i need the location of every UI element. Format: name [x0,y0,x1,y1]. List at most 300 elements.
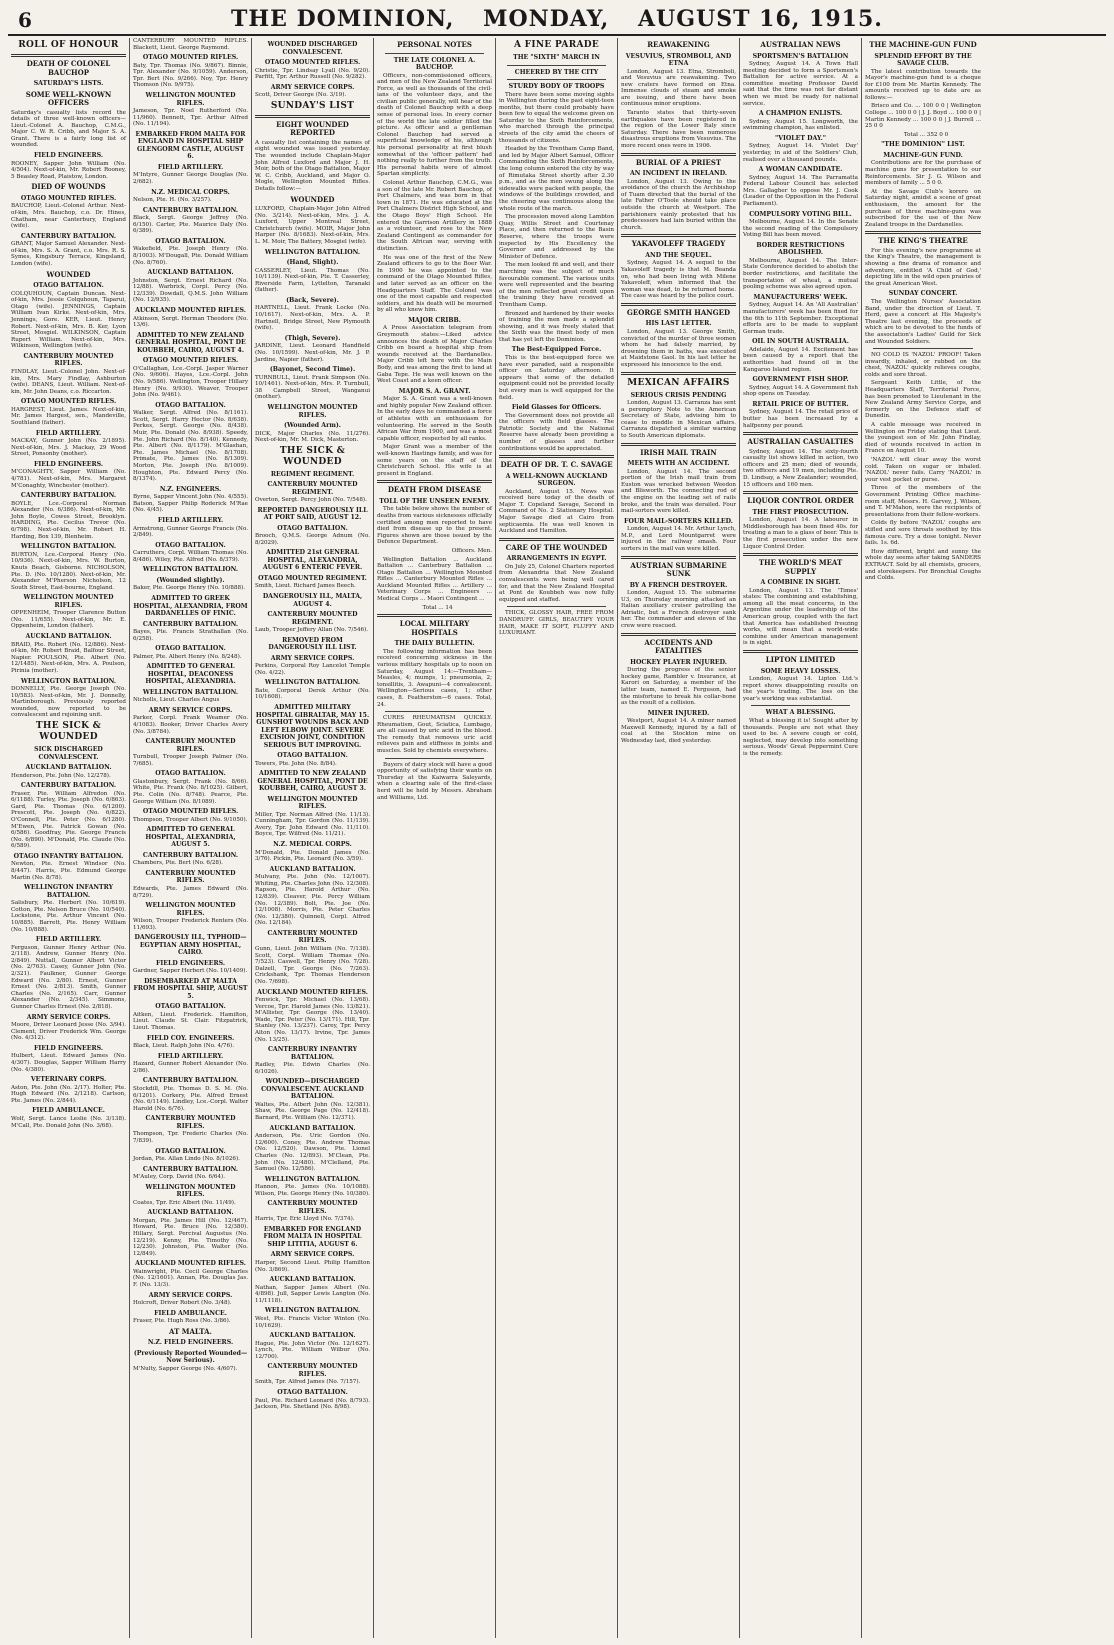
sub-headline: A CHAMPION ENLISTS. [758,110,843,118]
unit-heading: ARMY SERVICE CORPS. [148,706,233,714]
entry: Perkins, Corporal Roy Lancelot Temple (No. 4/22). [255,663,370,676]
paragraph: London, August 13. Carranza has sent a peremptory Note to the American Secretary of State, advising him to cease to meddle in Mexican affairs. Carranza dispatched a similar warning to South American diplomats. [621,400,736,439]
unit-heading: ADMITTED MILITARY HOSPITAL GIBRALTAR, MAY 15. GUNSHOT WOUNDS BACK AND LEFT ELBOW JOINT. SEVERE EXCISION JOINT, CONDITION SERIOUS BUT IMPROVING. [255,704,370,749]
entry: Hague, Pte. John Victor (No. 12/1627). Lynch, Pte. William Wilbur (No. 12/700). [255,1340,370,1360]
sub-headline: "VIOLET DAY." [775,134,826,142]
column-3 [252,38,374,1638]
entry: Radley, Pte. Edwin Charles (No. 6/1026). [255,1062,370,1075]
entry: Hulbert, Lieut. Edward James (No. 4/307). Douglas, Sapper William Harry (No. 4/380). [11,1053,126,1073]
entry: Wilson, Trooper Frederick Renters (No. 11/693). [133,918,248,931]
sub-headline: SOME WELL-KNOWN OFFICERS [25,89,112,107]
masthead [8,4,1106,36]
unit-heading: CANTERBURY INFANTRY BATTALION. [267,1046,357,1061]
unit-heading: AUCKLAND BATTALION. [25,764,112,771]
unit-heading: OTAGO BATTALION. [155,401,226,409]
unit-heading: (Wounded Arm). [284,422,341,429]
unit-heading: CANTERBURY MOUNTED RIFLES. [23,352,114,368]
advertisement: What a blessing it is! Sought after by thousands. People are not what they used to be. A severe cough or cold, neglected, may develop into something serious. Woods' Great Peppermint Cure is the remedy. [743,717,858,757]
entry: Nelson, Pte. H. (No. 3/257). [133,197,212,204]
divider [385,53,484,54]
divider [507,79,606,80]
entry: Smith, Lieut. Richard James Beech. [255,583,356,590]
unit-heading: OTAGO BATTALION. [277,752,348,760]
paragraph: There have been some moving sights in Wellington during the past eight-teen months, but there could probably have been few to equal the welcome given on Saturday to the Sixth Reinforcements, who marched through the principal streets of the city amid the cheers of thousands of citizens. [499,91,614,144]
unit-heading: FIELD ENGINEERS. [155,959,226,967]
section-headline: AUSTRALIAN CASUALTIES [747,437,854,447]
paragraph: Sydney, August 14. A sequel to the Yakavoleff tragedy is that M. Beanda on, who had been living with Milene Yakavoleff, when informed that the woman was dead, to be returned home. The case was heard by the police court. [621,260,736,300]
unit-heading: CANTERBURY BATTALION. [142,1077,239,1085]
sub-headline: THE FIRST PROSECUTION. [752,508,849,516]
unit-heading: FIELD AMBULANCE. [154,1309,227,1317]
section-headline: LOCAL MILITARY HOSPITALS [399,619,470,637]
section-headline: REAWAKENING [647,40,710,49]
paragraph: Auckland, August 15. News was received here today of the death of Major T. Copeland Savage, Second in Command of No. 2 Stationary Hospital. Major Savage died at Cairo from septicaemia. He was well known in Auckland and Hamilton. [499,488,614,535]
unit-heading: CANTERBURY BATTALION. [20,492,117,500]
entry: M'Nulty, Sapper George (No. 4/607). [133,1365,238,1372]
unit-heading: FIELD ENGINEERS. [33,1044,104,1052]
advertisement: NO COLD IS 'NAZOL' PROOF! Taken inwardly, inhaled, or rubbed on the chest, 'NAZOL' quickly relieves coughs, colds and sore throat. [865,352,981,378]
unit-heading: CANTERBURY BATTALION. [20,782,117,790]
section-headline: THE WORLD'S MEAT SUPPLY [758,558,843,576]
sub-headline: OIL IN SOUTH AUSTRALIA. [752,338,849,346]
unit-heading: FIELD ENGINEERS. [33,460,104,468]
column-7 [740,38,862,1638]
divider [385,711,484,712]
entry: Towers, Pte. John (No. 8/84). [255,760,337,767]
sub-headline: RETAIL PRICE OF BUTTER. [752,400,849,408]
entry: Coates, Tpr. Eric Albert (No. 11/49). [133,1199,236,1206]
entry: Palmer, Pte. Albert Henry (No. 8/248). [133,653,242,660]
entry: Ferguson, Gunner Henry Arthur (No. 2/118). Andrew, Gunner Henry (No. 2/849). Nuttall, Gunner Albert Victor (No. 2/763). Casey, Gunner John (No. 2/321). Faulkner, Gunner George Edward (No. 2/80). Ernest, Gunner Ernest (No. 2/813). Smith, Gunner Charles (No. 2/165). Carr, Gunner Alexander (No. 2/345). Simmons, Gunner Charles Ernest (No. 2/818). [11,944,126,1011]
table-rows: Wellington Battalion ... Auckland Battalion ... Canterbury Battalion ... Otago Battalion ... Wellington Mounted Rifles ... Canterbury Mounted Rifles ... Auckland Mounted Rifles ... Artillery ... Veterinary Corps ... Engineers ... Medical Corps ... Maori Contingent ... [377,556,492,603]
unit-heading: FIELD ENGINEERS. [33,152,104,160]
unit-heading: AUCKLAND BATTALION. [147,269,234,277]
unit-heading: OTAGO MOUNTED REGIMENT. [258,574,367,582]
advertisement: How different, bright and sunny the whole day seems after taking SANDERS EXTRACT. Sold by all chemists, grocers, and storekeepers. For Bronchial Coughs and Colds. [865,548,981,582]
divider [621,234,736,237]
paragraph: He was one of the first of the New Zealand officers to go to the Boer War. In 1900 he was appointed to the command of the Otago Mounted Rifles, and later served as an officer on the Headquarters Staff. The Colonel was one of the most capable and respected soldiers, and his death will be mourned by all who knew him. [377,254,492,314]
unit-heading: OTAGO BATTALION. [155,645,226,653]
entry: TURNBULL, Lieut. Frank Simpson (No. 10/1461). Next-of-kin, Mrs. P. Turnbull, 38 Campbell Street, Wanganui (mother). [255,374,370,401]
unit-heading: WELLINGTON MOUNTED RIFLES. [267,795,358,811]
entry: Holcroft, Driver Robert (No. 3/48). [133,1300,232,1307]
unit-heading: AUCKLAND BATTALION. [147,1209,234,1217]
unit-heading: (Previously Reported Wounded—Now Serious). [133,1349,248,1365]
unit-heading: ARMY SERVICE CORPS. [270,1251,355,1259]
entry: DONNELLY, Pte. George Joseph (No. 10/583). Next-of-kin, Mr. J. Donnelly, Martinborough. Previously reported wounded, now reported to be convalescent and rejoining unit. [11,686,126,719]
paragraph: Saturday's casualty lists record the details of three well-known officers—Lieut.-Colonel A. Bauchop, C.M.G., Major C. W. R. Cribb, and Major S. A. Grant. There is a fairly long list of wounded. [11,109,126,149]
unit-heading: ARMY SERVICE CORPS. [270,83,355,91]
sub-headline: MACHINE-GUN FUND. [883,151,963,159]
paragraph: Bronzed and hardened by their weeks of training the men made a splendid showing, and it was freely stated that the Sixth was the finest body of men that has yet left the Dominion. [499,310,614,343]
sub-headline: AT MALTA. [169,1326,212,1336]
paragraph: The procession moved along Lambton Quay, Willis Street and Courtenay Place, and then returned to the Basin Reserve, where the troops were inspected by His Excellency the Governor and addressed by the Minister of Defence. [499,214,614,260]
unit-heading: CANTERBURY MOUNTED REGIMENT. [267,611,358,626]
entry: West, Pte. Francis Victor Winton (No. 10/1629). [255,1315,370,1329]
paper-title [8,6,1106,32]
unit-heading: FIELD ARTILLERY. [157,517,224,525]
sub-headline: A WELL-KNOWN AUCKLAND SURGEON. [505,472,608,488]
unit-heading: FIELD ARTILLERY. [35,936,102,944]
unit-heading: ADMITTED TO NEW ZEALAND GENERAL HOSPITAL, PONT DE KOUBBEH, CAIRO, AUGUST 4. [135,331,246,354]
divider [621,153,736,156]
entry: Parker, Corpl. Frank Weamer (No. 4/1083). Booker, Driver Charles Avery (No. 3/8784). [133,715,248,735]
section-headline: IRISH MAIL TRAIN [640,447,717,457]
paragraph: Sydney, August 14. A Government fish shop opens on Tuesday. [743,384,858,398]
column-8 [862,38,984,1638]
sub-headline: BY A FRENCH DESTROYER. [629,581,728,589]
paragraph: Melbourne, August 14. In the Senate the second reading of the Compulsory Voting Bill has been moved. [743,219,858,239]
paragraph: Westport, August 14. A miner named Maxwell Kennedy, injured by a fall of coal at the Stockton mine on Wednesday last, died yesterday. [621,718,736,744]
unit-heading: (Thigh, Severe). [284,334,341,342]
unit-heading: CANTERBURY BATTALION. [20,232,117,240]
sub-headline: BORDER RESTRICTIONS ABOLISHED. [756,241,845,257]
unit-heading: CANTERBURY BATTALION. [142,206,239,214]
unit-heading: AUCKLAND MOUNTED RIFLES. [135,1260,246,1268]
sub-headline: "THE DOMINION" LIST. [881,141,965,149]
paper-name: THE DOMINION, [231,6,455,32]
unit-heading: CANTERBURY MOUNTED RIFLES. [145,869,236,885]
unit-heading: N.Z. ENGINEERS. [159,485,222,493]
entry: Edwards, Pte. James Edward (No. 8/729). [133,885,248,899]
sub-headline: The Best-Equipped Force. [511,346,602,354]
entry: Thompson, Trooper Albert (No. 9/1050). [133,816,248,823]
unit-heading: ADMITTED TO GENERAL HOSPITAL, ALEXANDRIA, AUGUST 5. [145,826,236,849]
paragraph: Adelaide, August 14. Excitement has been caused by a report that the authorities had found oil in the Kangaroo Island region. [743,346,858,373]
unit-heading: ARMY SERVICE CORPS. [26,1013,111,1021]
unit-heading: CANTERBURY MOUNTED REGIMENT. [267,481,358,496]
paragraph: Three of the members of the Government Printing Office machine-room staff, Messrs. H. Garvey, J. Wilson, and T. M'Mahon, were the recipients of presentations from their fellow-workers. [865,485,981,518]
unit-heading: N.Z. MEDICAL CORPS. [151,188,230,196]
paragraph: Headed by the Trentham Camp Band, and led by Major Albert Samuel, Officer Commanding the Sixth Reinforcements, the long column entered the city by way of Rimutaka Street shortly after 2.30 p.m., and as the men swung along the sidewalks were packed with people, the windows of the buildings crowded, and the cheering was continuous along the whole route of the march. [499,146,614,212]
unit-heading: ARMY SERVICE CORPS. [270,654,355,662]
paragraph: The Wellington Nurses' Association Band, under the direction of Lieut. T. Herd, gave a concert at His Majesty's Theatre last evening, the proceeds of which are to be devoted to the funds of the association's Ladies' Guild for Sick and Wounded Soldiers. [865,298,981,345]
unit-heading: OTAGO MOUNTED RIFLES. [264,59,361,66]
entry: Glastonbury, Sergt. Frank (No. 8/66). White, Pte. Frank (No. 8/1025). Gilbert, Pte. Colin (No. 8/748). Pearce, Pte. George William (No. 8/1089). [133,778,248,805]
entry: HARGREST, Lieut. James. Next-of-kin, Mr. James Hargest, sen., Mandeville, Southland (father). [11,406,126,426]
entry: Thompson, Tpr. Frederic Charles (No. 7/839). [133,1131,248,1144]
entry: Scott, Driver George (No. 3/19). [255,92,347,99]
paragraph: Sydney, August 14. 'Violet Day' yesterday, in aid of the Soldiers' Club, realised over a thousand pounds. [743,143,858,163]
sub-headline: SATURDAY'S LISTS. [33,80,104,87]
unit-heading: CANTERBURY MOUNTED RIFLES. [267,1363,358,1378]
paragraph: Colonel Arthur Bauchop, C.M.G., was a son of the late Mr. Robert Bauchop, of Port Chalmers, and was born in that town in 1871. He was educated at the Port Chalmers District High School, and the Otago Boys' High School. He entered the Garrison Artillery in 1888 as a volunteer, and rose to the New Zealand Contingent as commander for the South African war, serving with distinction. [377,180,492,252]
unit-heading: AUCKLAND BATTALION. [269,1276,356,1284]
entry: Hannon, Pte. James (No. 10/1088). Wilson, Pte. George Henry (No. 10/380). [255,1184,370,1197]
section-headline: LIPTON LIMITED [765,655,836,665]
unit-heading: CANTERBURY BATTALION. [142,1165,239,1173]
unit-heading: WELLINGTON MOUNTED RIFLES. [267,404,358,419]
unit-heading: ARMY SERVICE CORPS. [148,1291,233,1299]
entry: O'Callaghan, Lce.-Corpl. Jasper Warner (No. 9/606). Hayes, Lce.-Corpl. John (No. 9/586). Wellington, Trooper Hillary Henry (No. 9/930). Weaver, Trooper John (No. 9/461). [133,365,248,399]
paragraph: London, August 13. The 'Times' states: The combining and establishing, among all the meat concerns, in the Argentine under the leadership of the American group, coupled with the fact that America has established freezing works, will mean that a world-wide combine under American management is in sight. [743,587,858,647]
unit-heading: CANTERBURY MOUNTED RIFLES. [267,929,358,945]
divider [743,553,858,556]
divider [11,54,126,57]
sub-headline: ARRANGEMENTS IN EGYPT. [506,555,607,563]
entry: Black, Sergt. George Jeffrey (No. 6/150). Carter, Pte. Maurice Daly (No. 6/389). [133,215,248,235]
entry: M'Auley, Corp. David (No. 6/64). [133,1174,225,1181]
paragraph: Officers, non-commissioned officers, and men of the New Zealand Territorial Force, as well as thousands of the civil-ians of the volunteer days, and the civilian public generally, will hear of the death of Colonel Bauchop with a deep sense of personal loss. In every corner of the world the late soldier filled the picture. As officer and a gentleman Colonel Bauchop had served a superficial knowledge of his, although his personal personality at first blush somewhat of the 'officer pattern' had nothing really to further from the truth. His personal habits were of almost Spartan simplicity. [377,72,492,178]
section-headline: CARE OF THE WOUNDED [505,542,608,552]
unit-heading: OTAGO MOUNTED RIFLES. [20,194,117,202]
paragraph: Sydney, August 14. The sixty-fourth casualty list shows killed in action, two officers and 25 men; died of wounds, two officers and 19 men, including Pte. D. Lindsay, a New Zealander; wounded, 15 officers and 160 men. [743,448,858,488]
entry: Miller, Tpr. Norman Alfred (No. 11/13). Cunningham, Tpr. Gordon (No. 11/139). Avery, Tpr. John Edward (No. 11/110). Boyce, Tpr. Wilfred (No. 11/21). [255,811,370,838]
unit-heading: N.Z. MEDICAL CORPS. [273,841,352,848]
paragraph: Sydney, August 14. An 'All Australian' manufacturers' week has been fixed for the 6th to 11th September. Exceptional efforts are to be made to supplant German trade. [743,302,858,335]
sub-headline: VESUVIUS, STROMBOLI, AND ETNA [625,52,732,67]
entry: Nathan, Sapper James Albert (No. 4/898). Jull, Sapper Lewis Langton (No. 11/1118). [255,1284,370,1304]
unit-heading: WELLINGTON BATTALION. [20,677,117,685]
divider [621,443,736,446]
paragraph: The men looked fit and well, and their marching was the subject of much favourable comment. The various units were well represented and the bearing of the men reflected great credit upon the training they have received at Trentham Camp. [499,262,614,308]
paragraph: Taranto states that thirty-seven earthquakes have been registered in the region of the Lower Italy since Saturday. There have been numerous disastrous eruptions from Vesuvius. The more recent ones were in 1906. [621,110,736,150]
paragraph: London, August 13. George Smith, convicted of the murder of three women whom he had falsely married, by drowning them in baths, was executed at Maidstone Gaol. In his last letter he expressed his innocence to the end. [621,328,736,368]
entry: Wakefield, Pte. Joseph Henry (No. 8/1003). M'Dougall, Pte. Donald William (No. 8/760). [133,246,248,266]
unit-heading: WELLINGTON BATTALION. [264,1307,361,1315]
unit-heading: WELLINGTON BATTALION. [264,679,361,687]
paragraph: Buyers of dairy stock will have a good opportunity of satisfying their wants on Thursday at the Kaiwarra Saleyards, when a clearing sale of the first-class herd will be held by Messrs. Abraham and Williams, Ltd. [377,761,492,801]
entry: BRAID, Pte. Robert (No. 12/886). Next-of-kin, Mr. Robert Braid, Balfour Street, Napier. POULSON, Pte. Albert (No. 12/1485). Next-of-kin, Mrs. A. Poulson, Pirinia (mother). [11,641,126,674]
divider [507,606,606,607]
columns [8,38,1106,1638]
sub-headline: WOUNDED [46,269,91,279]
entry: Walker, Sergt. Alfred (No. 8/1161). Scott, Sergt. Harry Hector (No. 8/638). Perkes, Sergt. George (No. 8/438). Muir, Pte. Donald (No. 8/938). Speedy, Pte. John Richard (No. 8/140). Kennedy, Pte. Albert (No. 8/1179). M'Glashan, Pte. James Michael (No. 8/1708). Primate, Pte. James (No. 8/1309). Morton, Pte. Joseph (No. 8/1009). Houghton, Pte. Edward Percy (No. 8/1374). [133,410,248,483]
entry: Hazard, Gunner Robert Alexander (No. 2/86). [133,1061,248,1074]
entry: Brooch, Q.M.S. George Adnum (No. 8/2029). [255,533,370,546]
paragraph: London, August 13. Owing to the avoidance of the church the Archbishop of Tuam directed that the burial of the late Father O'Toole should take place outside the church at Westport. The parishioners vainly protested that his predecessors had lain buried within the church. [621,178,736,231]
unit-heading: DANGEROUSLY ILL, MALTA, AUGUST 4. [262,593,363,608]
sub-headline: TOLL OF THE UNSEEN ENEMY. [379,497,490,505]
sub-headline: AND THE SEQUEL. [645,251,712,259]
section-headline: A FINE PARADE [513,40,600,50]
sub-headline: STURDY BODY OF TROOPS [508,83,605,90]
divider [873,348,973,349]
divider [499,455,614,458]
entry: OPPENHEIM, Trooper Clarence Button (No. 11/655). Next-of-kin, Mr. E. Oppenheim, London (father). [11,610,126,630]
paragraph: London, August 13. Etna, Stromboli, and Vesuvius are reawakening. Two new craters have formed on Etna. Immense clouds of steam and smoke are issuing, and there have been continuous minor eruptions. [621,68,736,108]
entry: DICK, Major Charles (No. 11/276). Next-of-kin, Mr. M. Dick, Masterton. [255,430,370,444]
column-2 [130,38,252,1638]
entry: HARTNELL, Lieut. Frank Locke (No. 10/1617). Next-of-kin, Mrs. A. P. Hartnell, Bridge Street, New Plymouth (wife). [255,305,370,332]
table-total: Total ... 14 [422,604,453,611]
advertisement: THICK, GLOSSY HAIR, FREE FROM DANDRUFF. GIRLS, BEAUTIFY YOUR HAIR, MAKE IT SOFT, FLUFFY AND LUXURIANT. [499,610,614,637]
paragraph: Sergeant Keith Little, of the Headquarters Staff, Territorial Force, has been promoted to Lieutenant in the New Zealand Army Service Corps, and formerly on the Defence staff of Dunedin. [865,380,981,420]
section-headline: BURIAL OF A PRIEST [635,157,722,167]
unit-heading: AUCKLAND BATTALION. [269,865,356,873]
entry: LUXFORD, Chaplain-Major John Alfred (No. 3/214). Next-of-kin, Mrs. J. A. Luxford, Upper Montreal Street, Christchurch (wife). MOIR, Major John Harper (No. 8/1683). Next-of-kin, Mrs. L. M. Moir, The Battery, Mosgiel (wife). [255,206,370,245]
unit-heading: OTAGO INFANTRY BATTALION. [13,852,124,860]
unit-heading: DISEMBARKED AT MALTA FROM HOSPITAL SHIP, AUGUST 5. [133,977,248,1000]
unit-heading: WELLINGTON MOUNTED RIFLES. [145,92,236,107]
unit-heading: WELLINGTON MOUNTED RIFLES. [145,1183,236,1199]
entry: Moore, Driver Leonard Jesse (No. 3/94). Clement, Driver Frederick Wm. George (No. 4/312). [11,1022,126,1042]
unit-heading: WELLINGTON BATTALION. [142,688,239,696]
divider [621,303,736,306]
sub-headline: GOVERNMENT FISH SHOP. [752,376,849,384]
sub-headline: HIS LAST LETTER. [645,320,712,328]
divider [255,115,370,118]
sub-headline: MAJOR S. A. GRANT. [398,387,471,395]
unit-heading: VETERINARY CORPS. [30,1076,107,1084]
unit-heading: CANTERBURY MOUNTED RIFLES. [145,1115,236,1130]
divider [743,491,858,494]
sub-headline: MAJOR CRIBB. [408,316,461,324]
divider [499,538,614,541]
entry: Johnston, Sergt. Ernest Richard (No. 12/88). Warbrick, Corpl. Percy (No. 12/339). Dowdall, Q.M.S. John William (No. 12/935). [133,277,248,304]
unit-heading: WOUNDED DISCHARGED CONVALESCENT. [267,41,358,56]
advertisement: Colds fly before 'NAZOL' coughs are stifled and sore throats soothed by this famous cure. Try a dose tonight. Never fails. 1s. 6d. [865,520,981,547]
entry: Fraser, Pte. Hugh Ross (No. 3/86). [133,1318,231,1325]
divider [743,650,858,653]
entry: Nicholls, Lieut. Charles Angus [133,697,220,704]
unit-heading: OTAGO BATTALION. [155,1003,226,1011]
entry: GRANT, Major Samuel Alexander. Next-of-kin, Mrs. S. A. Grant, c.o. Mrs. R. S. Symes, Kingsbury Terrace, Kingsland, London (wife). [11,241,126,267]
entry: Anderson, Pte. Uric Gordon (No. 12/600). Coney, Pte. Andrew Thomas (No. 12/520). Dawson, Pte. Lionel Charles (No. 12/893). M'Clean, Pte. John (No. 12/480). M'Clelland, Pte. Samuel (No. 12/586). [255,1133,370,1173]
unit-heading: FIELD ARTILLERY. [35,429,102,437]
paragraph: London, August 14. The second portion of the Irish mail train from Euston was wrecked between Weedon and Blisworth. The connecting rod of the engine on the leading set of rails broke, and the train was derailed. Four mail-sorters were killed. [621,468,736,515]
sub-headline: MINER INJURED. [647,709,710,717]
entry: Harris, Tpr. Eric Lloyd (No. 7/374). [255,1216,355,1223]
entry: Black, Lieut. Ralph John (No. 4/76). [133,1043,234,1050]
section-headline: THE KING'S THEATRE [878,236,968,246]
entry: M'Donald, Pte. Donald James (No. 3/76). Pickin, Pte. Leonard (No. 3/59). [255,849,370,863]
entry: ROONEY, Sapper John William (No. 4/504). Next-of-kin, Mr. Robert Rooney, 5 Beasley Road, Plaistow, London. [11,160,126,180]
entry: Mulvany, Pte. John (No. 12/1007). Whiting, Pte. Charles John (No. 12/308). Rapson, Pte. Harold Arthur (No. 12/839). Cleaver, Pte. Percy William (No. 12/389). Bolt, Pte. Joe (No. 12/1008). Morris, Pte. Peter Charles (No. 12/380). Quinnell, Corpl. Alfred (No. 12/184). [255,874,370,927]
unit-heading: OTAGO MOUNTED RIFLES. [142,808,239,816]
section-headline: ACCIDENTS AND FATALITIES [644,637,713,656]
sub-headline: MEETS WITH AN ACCIDENT. [627,460,730,468]
sub-headline: DIED OF WOUNDS [31,182,106,192]
entry: Salisbury, Pte. Herbert (No. 10/619). Cotton, Pte. Nelson Bruce (No. 10/540). Lockstone, Pte. Arthur Vincent (No. 10/885). Barrett, Pte. Henry William (No. 10/888). [11,900,126,933]
paper-date: AUGUST 16, 1915. [637,6,883,32]
unit-heading: CANTERBURY MOUNTED RIFLES. [267,1200,358,1215]
sub-headline: SPORTSMEN'S BATTALION [752,52,849,60]
unit-heading: N.Z. FIELD ENGINEERS. [147,1339,234,1347]
unit-heading: FIELD AMBULANCE. [32,1107,105,1115]
paragraph: London, August 14. A labourer in Middlesborough has been fined 40s. for treating a man to a glass of beer. This is the first prosecution under the new Liquor Control Order. [743,517,858,550]
entry: Overton, Sergt. Percy John (No. 7/548). [255,497,367,504]
unit-heading: EMBARKED FROM MALTA FOR ENGLAND IN HOSPITAL SHIP GLENGORM CASTLE, AUGUST 6. [135,130,246,161]
section-headline: YAKAVOLEFF TRAGEDY [631,239,726,249]
unit-heading: OTAGO BATTALION. [155,770,226,778]
sub-headline: SERIOUS CRISIS PENDING [630,391,727,399]
entry: Aitken, Lieut. Frederick. Hamilton, Lieut. Claude St. Clair. Fitzpatrick, Lieut. Thomas. [133,1011,248,1032]
divider [865,231,981,234]
paragraph: Contributions are for the purchase of machine guns for presentation to our Reinforcements. Sir J. G. Wilson and members of family ... 5 0 0. [865,160,981,187]
sub-headline: EIGHT WOUNDED REPORTED [276,119,349,138]
unit-heading: ADMITTED TO GENERAL HOSPITAL, DEACONESS HOSPITAL, ALEXANDRIA. [145,663,236,686]
paragraph: Sydney, August 15. Longworth, the swimming champion, has enlisted. [743,118,858,132]
entry: Stockdill, Pte. Thomas D. S. M. (No. 6/1201). Corkery, Pte. Alfred Ernest (No. 6/1149). Lindley, Lce.-Corpl. Walter Harold (No. 6/76). [133,1085,248,1112]
entry: Fenwick, Tpr. Michael (No. 13/68). Vercoe, Tpr. Harold James (No. 13/821). M'Allister, Tpr. George (No. 13/40). Wade, Tpr. Peter (No. 13/171). Hill, Tpr. Stanley (No. 13/237). Carey, Tpr. Percy Alton (No. 13/17). Irvine, Tpr. James (No. 13/25). [255,997,370,1043]
entry: Morgan, Pte. James Hill (No. 12/467). Howard, Pte. Bruce (No. 12/380). Hillary, Sergt. Percival Augustus (No. 12/219). Kenny, Pte. Timothy (No. 12/230). Johnston, Pte. Walter (No. 12/849). [133,1217,248,1257]
unit-heading: OTAGO BATTALION. [33,282,104,290]
paragraph: The latest contribution towards the Mayor's machine-gun fund is a cheque for £100 from Mr. Martin Kennedy. The amounts received up to date are as follows:— [865,68,981,101]
unit-heading: WOUNDED—DISCHARGED CONVALESCENT. AUCKLAND BATTALION. [261,1078,364,1101]
entry: Carruthers, Corpl. William Thomas (No. 8/486). Wiley, Pte. Alfred (No. 8/379). [133,550,248,563]
advertisement: CURES RHEUMATISM QUICKLY. Rheumatism, Gout, Sciatica, Lumbago, are all caused by uric acid in the blood. The remedy that removes uric acid relieves pain and stiffness in joints and muscles. Sold by chemists everywhere. [377,715,492,755]
paragraph: This is the best-equipped force we have ever paraded, said a responsible officer on Saturday afternoon. It appears that some of the detailed equipment could not be provided locally but every man is well equipped for the field. [499,354,614,401]
sub-headline: FOUR MAIL-SORTERS KILLED. [624,517,733,525]
sub-headline: MANUFACTURERS' WEEK. [753,293,848,301]
sub-headline: A COMBINE IN SIGHT. [760,579,841,587]
section-headline: LIQUOR CONTROL ORDER [747,496,854,506]
section-headline: THE SICK & WOUNDED [279,445,346,467]
section-headline: SUNDAY'S LIST [270,100,355,111]
sub-headline: CHEERED BY THE CITY [514,68,599,76]
divider [751,705,850,706]
paper-day: MONDAY, [483,6,610,32]
advertisement: 'NAZOL' will clear away the worst cold. Taken on sugar or inhaled. 'NAZOL' never fails. Carry 'NAZOL' in your vest pocket or purse. [865,457,981,483]
unit-heading: CANTERBURY MOUNTED RIFLES. [145,738,236,753]
entry: Byrne, Sapper Vincent John (No. 4/555). Batson, Sapper Philip Roderick M'Rae (No. 4/45). [133,494,248,514]
paragraph: A casualty list containing the names of eight wounded was issued yesterday. The wounded include Chaplain-Major John Alfred Luxford and Major J. H. Moir, both of the Otago Battalion, Major W. C. Cribb, Auckland, and Major O. Mogle, Wellington Mounted Rifles. Details follow:— [255,139,370,192]
paragraph: London, August 15. The submarine U3, on Thursday morning attacked an Italian auxiliary cruiser patrolling the Adriatic, but a French destroyer sank her. The commander and eleven of the crew were rescued. [621,590,736,630]
column-6 [618,38,740,1638]
unit-heading: AUCKLAND BATTALION. [25,633,112,641]
unit-heading: OTAGO MOUNTED RIFLES. [142,357,239,365]
entry: BURTON, Lce.-Corporal Henry (No. 10/936). Next-of-kin, Mrs. W. Burton, Knuts Beach, Gisborne. NICHOLSON, Pte. D. (No. 10/1280). Next-of-kin, Mr. Alexander M'Pherson Nicholson, 12 South Street, East-bourne, England. [11,551,126,591]
unit-heading: FIELD ARTILLERY. [157,1052,224,1060]
unit-heading: (Wounded slightly). [156,576,225,584]
column-1 [8,38,130,1638]
divider [621,633,736,636]
entry: MACKAY, Gunner John (No. 2/1895). Next-of-kin, Mrs. J. Mackay, 29 Wood Street, Ponsonby (mother). [11,438,126,458]
entry: Atkinson, Sergt. Herman Theodore (No. 13/6). [133,315,248,329]
section-headline: AUSTRIAN SUBMARINE SUNK [630,560,727,579]
paragraph: The Government does not provide all the officers with field glasses. The Patriotic Society and the National Reserve have already been providing a number of glasses and further contributions would be appreciated. [499,412,614,452]
entry: Bayes, Pte. Francis Strathallan (No. 6/258). [133,629,248,642]
unit-heading: ADMITTED TO NEW ZEALAND GENERAL HOSPITAL, PONT DE KOUBBEH, CAIRO, AUGUST 3. [257,770,368,793]
entry: Gardner, Sapper Herbert (No. 10/1409). [133,968,248,975]
unit-heading: AUCKLAND MOUNTED RIFLES. [257,988,368,996]
entry: Aston, Pte. John (No. 2/17). Holter, Pte. Hugh Edward (No. 2/1218). Carlson, Pte. James (No. 2/844). [11,1084,126,1104]
sub-headline: SOME HEAVY LOSSES. [760,667,841,675]
paragraph: Melbourne, August 14. The Inter-State Conference decided to abolish the border restrictions, and facilitate the transportation of wheat, a mutual pooling scheme was also agreed upon. [743,257,858,291]
unit-heading: WELLINGTON MOUNTED RIFLES. [145,902,236,917]
paragraph: Major Grant was a member of the well-known Hastings family, and was for some years on the staff of the Christchurch School. His wife is at present in England. [377,444,492,477]
paragraph: Sydney, August 14. The retail price of butter has been increased by a halfpenny per pound. [743,409,858,429]
section-headline: THE SICK & WOUNDED [35,721,102,742]
divider [507,65,606,66]
paragraph: Sydney, August 14. The Parramatta Federal Labour Council has selected Mrs. Gallagher to oppose Mr. J. Cook (Leader of the Opposition in the Federal Parliament). [743,174,858,207]
entry: Jordan, Pte. Allan Lindo (No. 8/1026). [133,1156,240,1162]
entry: JARDINE, Lieut. Leonard Handfield (No. 10/1599). Next-of-kin, Mr. J. P. Jardine, Napier (father). [255,343,370,363]
sub-headline: COMPULSORY VOTING BILL. [749,210,852,218]
unit-heading: OTAGO MOUNTED RIFLES. [20,398,117,406]
paragraph: The table below shows the number of deaths from various sicknesses officially certified among men reported to have died from disease up to the present. Figures shown are those issued by the Defence Department. [377,506,492,546]
unit-heading: SICK DISCHARGED CONVALESCENT. [34,746,103,761]
unit-heading: WELLINGTON MOUNTED RIFLES. [23,594,114,609]
divider [621,372,736,375]
column-5 [496,38,618,1638]
entry: Bate, Corporal Derek Arthur (No. 10/1608). [255,687,370,701]
entry: M'CONAGHTY, Sapper William (No. 4/781). Next-of-kin, Mrs. Margaret M'Conaghty, Winchester (mother). [11,469,126,489]
entry: Fraser, Pte. William Alfredon (No. 6/1188). Turley, Pte. Joseph (No. 6/863). Gard, Pte. Thomas (No. 6/1200). Prescott, Pte. Joseph (No. 6/822). O'Connell, Pte. Peter (No. 6/1280). M'Ewen, Pte. Patrick Gowan (No. 6/586). Goodfray, Pte. George Francis (No. 6/890). M'Donald, Pte. Claude (No. 6/589). [11,790,126,850]
entry: Newton, Pte. Ernest Windsor (No. 8/447). Harris, Pte. Edmund George Martin (No. 8/78). [11,861,126,881]
sub-headline: SPLENDID EFFORT BY THE SAVAGE CLUB. [874,52,972,67]
sub-headline: THE "SIXTH" MARCH IN [513,54,600,61]
divider [743,432,858,435]
paragraph: A cable message was received in Wellington on Friday stating that Lieut. the youngest son of Mr. John Findlay, died of wounds received in action in France on August 10. [865,422,981,455]
unit-heading: WELLINGTON BATTALION. [264,1175,361,1183]
paragraph: On July 25, Colonel Charters reported from Alexandria that New Zealand convalescents were being well cared for, and that the New Zealand Hospital at Pont de Koubbeh was now fully equipped and staffed. [499,563,614,603]
unit-heading: WELLINGTON INFANTRY BATTALION. [23,884,113,899]
section-headline: ROLL OF HONOUR [18,40,119,50]
unit-heading: WELLINGTON BATTALION. [142,566,239,574]
entry: CASSERLEY, Lieut. Thomas (No. 10/1139). Next-of-kin, Pte. T. Casserley, Riverside Farm, Lyttelton, Taranaki (father). [255,267,370,294]
